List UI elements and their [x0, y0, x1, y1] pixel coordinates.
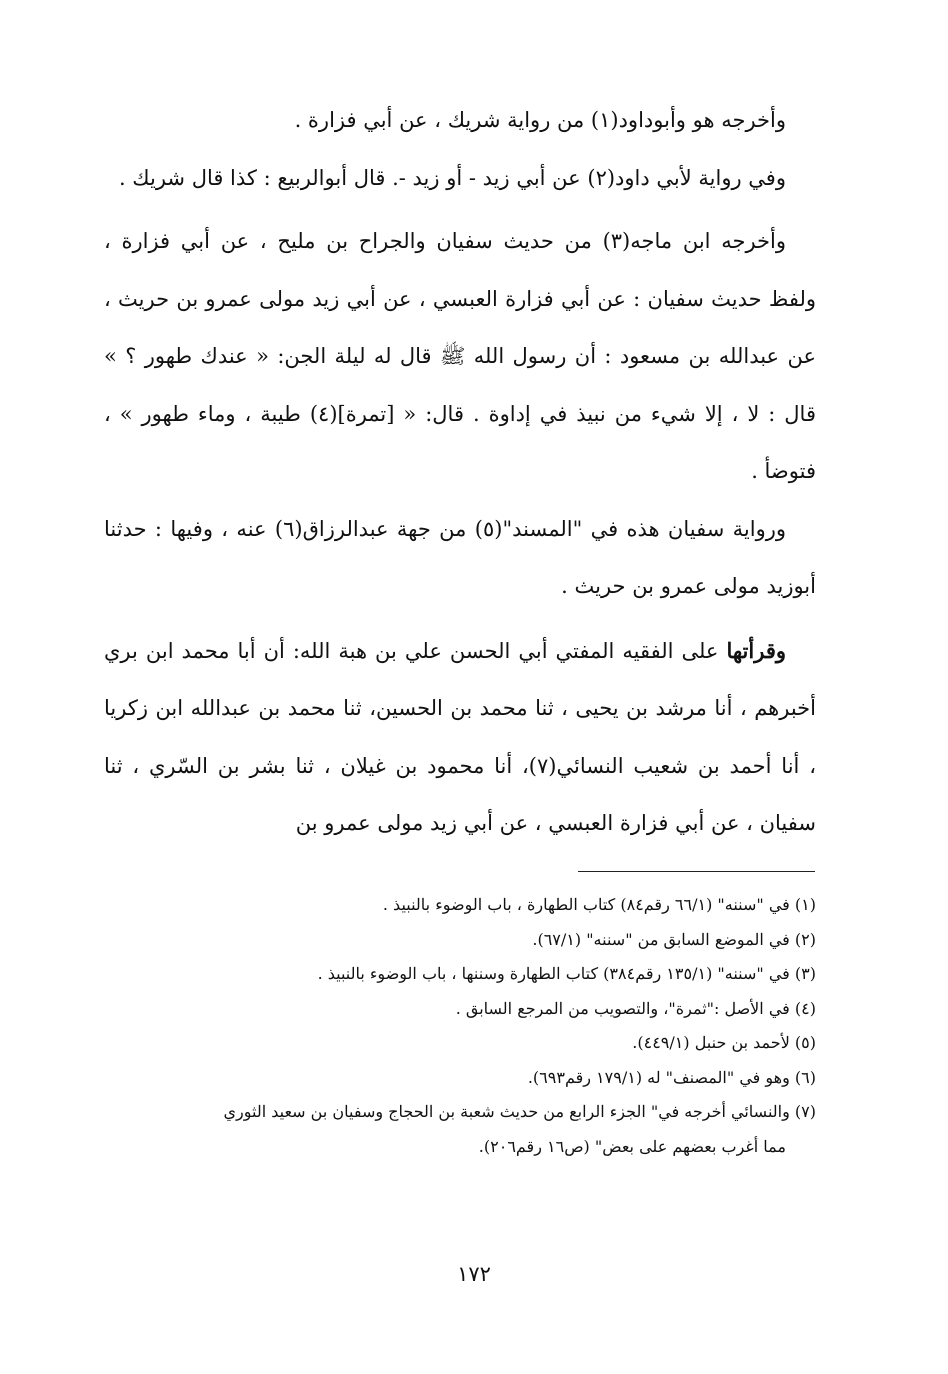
paragraph-1: وأخرجه هو وأبوداود(١) من رواية شريك ، عن أبي فزارة . [294, 108, 786, 132]
footnote-separator [578, 871, 815, 872]
paragraph-5-lead: وقرأتها [726, 637, 786, 663]
paragraph-2: وفي رواية لأبي داود(٢) عن أبي زيد - أو زيد -. قال أبوالربيع : كذا قال شريك . [118, 165, 786, 190]
page-number: ١٧٢ [457, 1262, 491, 1286]
footnote-7-continuation: مما أغرب بعضهم على بعض" (ص١٦ رقم٢٠٦). [478, 1136, 786, 1156]
main-text [104, 92, 816, 853]
footnote-1: (١) في "سننه" (٦٦/١ رقم٨٤) كتاب الطهارة ، باب الوضوء بالنبيذ . [382, 895, 816, 914]
footnote-3: (٣) في "سننه" (١٣٥/١ رقم٣٨٤) كتاب الطهارة وسننها ، باب الوضوء بالنبيذ . [317, 964, 816, 983]
paragraph-5-text: على الفقيه المفتي أبي الحسن علي بن هبة الله: أن أبا محمد ابن بري أخبرهم ، أنا مرشد بن يحيى ، ثنا محمد بن الحسين، ثنا محمد بن عبدالله ابن زكريا ، أنا أحمد بن شعيب النسائي(٧)، أنا محمود بن غيلان ، ثنا بشر بن السّري ، ثنا سفيان ، عن أبي فزارة العبسي ، عن أبي زيد مولى عمرو بن [104, 638, 816, 835]
paragraph-5 [104, 622, 816, 853]
footnote-6: (٦) وهو في "المصنف" له (١٧٩/١ رقم٦٩٣). [527, 1067, 816, 1087]
footnote-7: (٧) والنسائي أخرجه في" الجزء الرابع من حديث شعبة بن الحجاج وسفيان بن سعيد الثوري [223, 1102, 816, 1121]
footnotes [104, 888, 816, 1164]
paragraph-4: ورواية سفيان هذه في "المسند"(٥) من جهة عبدالرزاق(٦) عنه ، وفيها : حدثنا أبوزيد مولى عمرو بن حريث . [104, 516, 816, 598]
footnote-2: (٢) في الموضع السابق من "سننه" (٦٧/١). [532, 929, 816, 949]
footnote-4: (٤) في الأصل :"ثمرة"، والتصويب من المرجع السابق . [455, 998, 816, 1018]
footnote-5: (٥) لأحمد بن حنبل (٤٤٩/١). [632, 1033, 816, 1052]
paragraph-3: وأخرجه ابن ماجه(٣) من حديث سفيان والجراح بن مليح ، عن أبي فزارة ، ولفظ حديث سفيان : عن أبي فزارة العبسي ، عن أبي زيد مولى عمرو بن حريث ، عن عبدالله بن مسعود : أن رسول الله ﷺ قال له ليلة الجن: « عندك طهور ؟ » قال : لا ، إلا شيء من نبيذ في إداوة . قال: « [تمرة](٤) طيبة ، وماء طهور » ، فتوضأ . [104, 229, 816, 483]
